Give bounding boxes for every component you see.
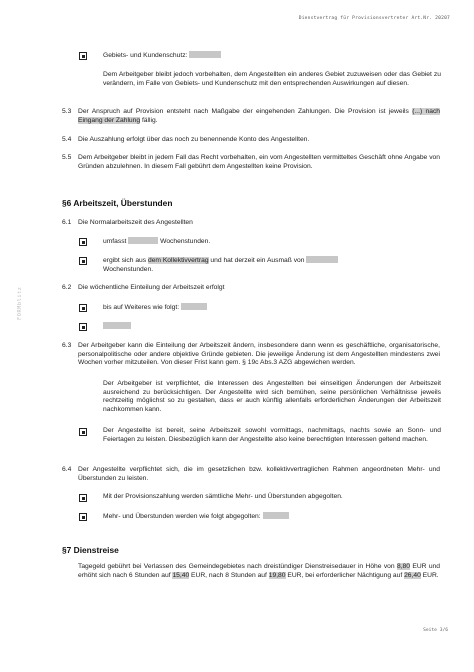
arbeitszeit-umfasst-line: umfasst Wochenstunden. (103, 238, 211, 245)
einteilung-other-field[interactable] (103, 322, 131, 329)
ausmass-field[interactable] (306, 256, 338, 263)
section-6-4-text: Der Angestellte verpflichtet sich, die im gesetzlichen bzw. kollektivvertraglichen Rahmen angeordneten Mehr- und Überstunden zu leisten. (78, 466, 440, 482)
provision-abgegolten-text: Mit der Provisionszahlung werden sämtliche Mehr- und Überstunden abgegolten. (103, 493, 343, 500)
page-number: Seite 3/6 (423, 628, 448, 633)
ueberstunden-abgeltung-checkbox[interactable] (79, 513, 87, 521)
arbeitszeit-bereitschaft-text: Der Angestellte ist bereit, seine Arbeitszeit sowohl vormittags, nachmittags, nachts sowie an Sonn- und Feiertagen zu leisten. Diesbezüglich kann der Angestellte also keine berechtigten Interessen geltend machen. (103, 427, 441, 443)
section-5-4-text: Die Auszahlung erfolgt über das noch zu benennende Konto des Angestellten. (78, 136, 310, 143)
einteilung-field[interactable] (181, 303, 207, 310)
section-6-2-number: 6.2 (62, 284, 72, 291)
section-5-3-text: Der Anspruch auf Provision entsteht nach Maßgabe der eingehenden Zahlungen. Die Provision ist jeweils (...) nach Eingang der Zahlung fällig. (78, 108, 441, 124)
einteilung-other-checkbox[interactable] (79, 323, 87, 331)
section-6-3-text: Der Arbeitgeber kann die Einteilung der Arbeitszeit ändern, insbesondere dann wenn es geschäftliche, organisatorische, personalpolitische oder andere objektive Gründe gebieten. Die jeweilige Änderung ist dem Angestellten mindestens zwei Wochen vorher mitzuteilen. Von dieser Frist kann gem. § 19c Abs.3 AZG abgewichen werden. (78, 342, 440, 367)
arbeitszeit-kollektivvertrag-text: ergibt sich aus dem Kollektivvertrag und hat derzeit ein Ausmaß von Wochenstunden. (103, 256, 441, 274)
gebietsschutz-checkbox[interactable] (79, 52, 87, 60)
section-7-heading: §7 Dienstreise (62, 545, 119, 555)
section-6-2-text: Die wöchentliche Einteilung der Arbeitszeit erfolgt (78, 284, 225, 291)
ueberstunden-abgeltung-line: Mehr- und Überstunden werden wie folgt abgegolten: (103, 512, 289, 522)
naechtigung-field[interactable]: 26,40 (404, 571, 421, 579)
section-5-5-number: 5.5 (62, 154, 72, 161)
einteilung-checkbox[interactable] (79, 304, 87, 312)
section-6-3-interests-text: Der Arbeitgeber ist verpflichtet, die Interessen des Angestellten bei einseitigen Änderungen der Arbeitszeit ausreichend zu berücksichtigen. Der Angestellte wird sich bemühen, seine persönlichen Verhältnisse jeweils rechtzeitig möglichst so zu gestalten, dass er auch künftig allenfalls erforderlichen Änderungen der Arbeitszeit nachkommen kann. (103, 380, 441, 413)
arbeitszeit-bereitschaft-checkbox[interactable] (79, 428, 87, 436)
section-5-3-number: 5.3 (62, 108, 72, 115)
tagegeld-6h-field[interactable]: 15,40 (172, 571, 190, 579)
gebietsschutz-field[interactable] (189, 51, 221, 58)
section-6-heading: §6 Arbeitszeit, Überstunden (62, 198, 173, 208)
kollektivvertrag-field[interactable]: dem Kollektivvertrag (147, 257, 209, 264)
page-header: Dienstvertrag für Provisionsvertreter Art.Nr. 20207 (298, 16, 450, 21)
section-5-5-text: Dem Arbeitgeber bleibt in jedem Fall das Recht vorbehalten, ein vom Angestellten vermitteltes Geschäft ohne Angabe von Gründen abzulehnen. In diesem Fall gebührt dem Angestellten keine Provision. (78, 154, 440, 170)
gebietsschutz-line (103, 51, 221, 61)
gebietsschutz-text: Dem Arbeitgeber bleibt jedoch vorbehalten, dem Angestellten ein anderes Gebiet zuzuweisen oder das Gebiet zu verändern, im Falle von Gebiets- und Kundenschutz mit den entsprechenden Auswirkungen auf diesen. (103, 71, 441, 87)
provision-abgegolten-checkbox[interactable] (79, 494, 87, 502)
faelligkeit-field[interactable]: (...) nach Eingang der Zahlung (78, 108, 441, 124)
section-6-4-number: 6.4 (62, 466, 72, 473)
tagegeld-3h-field[interactable]: 8,80 (396, 563, 411, 570)
einteilung-line: bis auf Weiteres wie folgt: (103, 303, 207, 313)
section-6-1-number: 6.1 (62, 219, 72, 226)
section-6-3-number: 6.3 (62, 342, 72, 349)
gebietsschutz-label: Gebiets- und Kundenschutz: (103, 52, 188, 59)
arbeitszeit-umfasst-checkbox[interactable] (79, 238, 87, 246)
tagegeld-8h-field[interactable]: 19,80 (268, 571, 286, 579)
abgeltung-field[interactable] (263, 512, 289, 519)
arbeitszeit-kollektivvertrag-checkbox[interactable] (79, 257, 87, 265)
section-5-4-number: 5.4 (62, 136, 72, 143)
wochenstunden-field[interactable] (128, 237, 158, 244)
formblitz-watermark: FORMblitz (17, 286, 23, 320)
section-7-text: Tagegeld gebührt bei Verlassen des Gemeindegebietes nach dreistündiger Dienstreisedauer in Höhe von 8,80 EUR und erhöht sich nach 6 Stunden auf 15,40 EUR, nach 8 Stunden auf 19,80 EUR, bei erforderlicher Nächtigung auf 26,40 EUR. (78, 563, 441, 579)
section-6-1-text: Die Normalarbeitszeit des Angestellten (78, 219, 193, 226)
